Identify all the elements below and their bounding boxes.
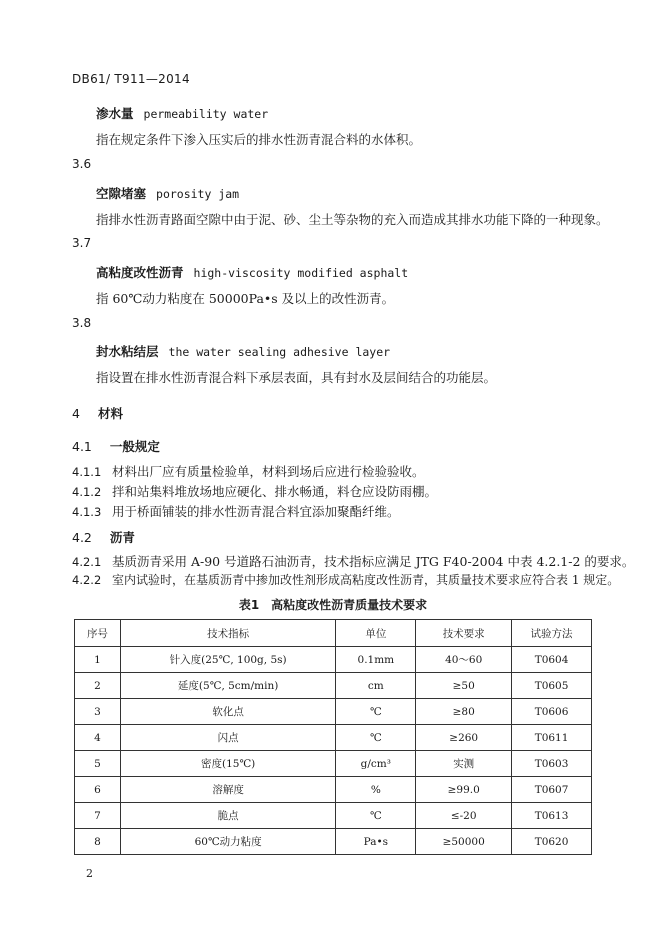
section-number: 4.1 <box>72 439 92 454</box>
table-cell: 60℃动力粘度 <box>120 829 336 855</box>
table-cell: T0603 <box>512 751 592 777</box>
table-cell: 实测 <box>416 751 512 777</box>
table-cell: ≥80 <box>416 699 512 725</box>
document-code: DB61/ T911—2014 <box>72 72 190 86</box>
term-title-porosity-jam <box>96 183 239 202</box>
clause-number: 4.1.1 <box>72 465 102 479</box>
header-cell: 技术要求 <box>416 620 512 647</box>
table-row <box>75 829 592 855</box>
table-row <box>75 647 592 673</box>
term-title-water-sealing <box>96 341 390 360</box>
table-cell: 8 <box>75 829 121 855</box>
table-cell: 延度(5℃, 5cm/min) <box>120 673 336 699</box>
table-cell: ℃ <box>336 803 416 829</box>
table-row <box>75 699 592 725</box>
section-number: 4.2 <box>72 530 92 545</box>
table-cell: ≥99.0 <box>416 777 512 803</box>
clause-number: 3.8 <box>72 316 92 330</box>
header-cell: 序号 <box>75 620 121 647</box>
term-title-high-viscosity <box>96 262 408 281</box>
table-header-row <box>75 620 592 647</box>
section-title: 材料 <box>97 406 123 421</box>
table-number: 表1 <box>238 598 260 612</box>
clause-number: 3.6 <box>72 157 92 171</box>
table-cell: 5 <box>75 751 121 777</box>
table-title: 高粘度改性沥青质量技术要求 <box>271 598 428 612</box>
clause-4-1-3 <box>72 502 400 520</box>
table-cell: 针入度(25℃, 100g, 5s) <box>120 647 336 673</box>
table-cell: 2 <box>75 673 121 699</box>
clause-number: 4.1.2 <box>72 485 102 499</box>
clause-text: 材料出厂应有质量检验单，材料到场后应进行检验验收。 <box>112 464 425 479</box>
term-definition: 指排水性沥青路面空隙中由于泥、砂、尘土等杂物的充入而造成其排水功能下降的一种现象。 <box>96 212 609 227</box>
clause-4-2-1 <box>72 552 634 570</box>
table-cell: 0.1mm <box>336 647 416 673</box>
term-cn: 高粘度改性沥青 <box>96 265 184 280</box>
clause-text: 拌和站集料堆放场地应硬化、排水畅通，料仓应设防雨棚。 <box>112 484 438 499</box>
header-cell: 单位 <box>336 620 416 647</box>
table-cell: ≥50000 <box>416 829 512 855</box>
table-cell: 40～60 <box>416 647 512 673</box>
table-cell: Pa•s <box>336 829 416 855</box>
table-cell: ≥260 <box>416 725 512 751</box>
section-title: 一般规定 <box>109 439 160 454</box>
section-title: 沥青 <box>109 530 135 545</box>
subsection-heading-asphalt <box>72 528 135 546</box>
table-cell: T0605 <box>512 673 592 699</box>
table-cell: T0606 <box>512 699 592 725</box>
table-row <box>75 673 592 699</box>
table-cell: T0607 <box>512 777 592 803</box>
term-en: permeability water <box>143 107 269 121</box>
header-cell: 试验方法 <box>512 620 592 647</box>
clause-text: 室内试验时，在基质沥青中掺加改性剂形成高粘度改性沥青，其质量技术要求应符合表 1 规定。 <box>112 573 620 587</box>
table-cell: 脆点 <box>120 803 336 829</box>
term-title-permeability <box>96 103 268 122</box>
term-en: porosity jam <box>156 187 240 201</box>
table-cell: 4 <box>75 725 121 751</box>
table-cell: g/cm³ <box>336 751 416 777</box>
table-cell: 3 <box>75 699 121 725</box>
term-cn: 渗水量 <box>96 106 134 121</box>
table-cell: 1 <box>75 647 121 673</box>
table-cell: ≥50 <box>416 673 512 699</box>
table-cell: 溶解度 <box>120 777 336 803</box>
clause-4-1-1 <box>72 462 425 480</box>
term-definition: 指在规定条件下渗入压实后的排水性沥青混合料的水体积。 <box>96 132 422 147</box>
term-definition: 指设置在排水性沥青混合料下承层表面，具有封水及层间结合的功能层。 <box>96 370 497 385</box>
clause-number: 4.1.3 <box>72 505 102 519</box>
table-cell: T0620 <box>512 829 592 855</box>
term-definition: 指 60℃动力粘度在 50000Pa•s 及以上的改性沥青。 <box>96 291 395 306</box>
table-row <box>75 803 592 829</box>
clause-number: 4.2.2 <box>72 573 102 587</box>
table-cell: T0613 <box>512 803 592 829</box>
subsection-heading-general <box>72 437 160 455</box>
page-number: 2 <box>86 867 93 880</box>
table-cell: ≤-20 <box>416 803 512 829</box>
table-row <box>75 777 592 803</box>
table-cell: T0604 <box>512 647 592 673</box>
table-row <box>75 725 592 751</box>
table-caption <box>0 596 666 613</box>
term-en: high-viscosity modified asphalt <box>193 266 409 280</box>
table-cell: 6 <box>75 777 121 803</box>
header-cell: 技术指标 <box>120 620 336 647</box>
table-cell: 软化点 <box>120 699 336 725</box>
clause-text: 用于桥面铺装的排水性沥青混合料宜添加聚酯纤维。 <box>112 504 400 519</box>
table-cell: cm <box>336 673 416 699</box>
section-heading-materials <box>72 404 123 422</box>
table-cell: ℃ <box>336 699 416 725</box>
clause-number: 3.7 <box>72 236 92 250</box>
clause-text: 基质沥青采用 A-90 号道路石油沥青，技术指标应满足 JTG F40-2004 中表 4.2.1-2 的要求。 <box>112 554 635 569</box>
clause-number: 4.2.1 <box>72 555 102 569</box>
table-cell: 闪点 <box>120 725 336 751</box>
table-row <box>75 751 592 777</box>
table-cell: 7 <box>75 803 121 829</box>
term-cn: 空隙堵塞 <box>96 186 147 201</box>
requirements-table <box>74 619 592 855</box>
table-cell: % <box>336 777 416 803</box>
section-number: 4 <box>72 406 80 421</box>
table-cell: ℃ <box>336 725 416 751</box>
clause-4-1-2 <box>72 482 437 500</box>
table-cell: 密度(15℃) <box>120 751 336 777</box>
table-cell: T0611 <box>512 725 592 751</box>
clause-4-2-2 <box>72 571 619 588</box>
term-cn: 封水粘结层 <box>96 344 159 359</box>
term-en: the water sealing adhesive layer <box>168 345 391 359</box>
